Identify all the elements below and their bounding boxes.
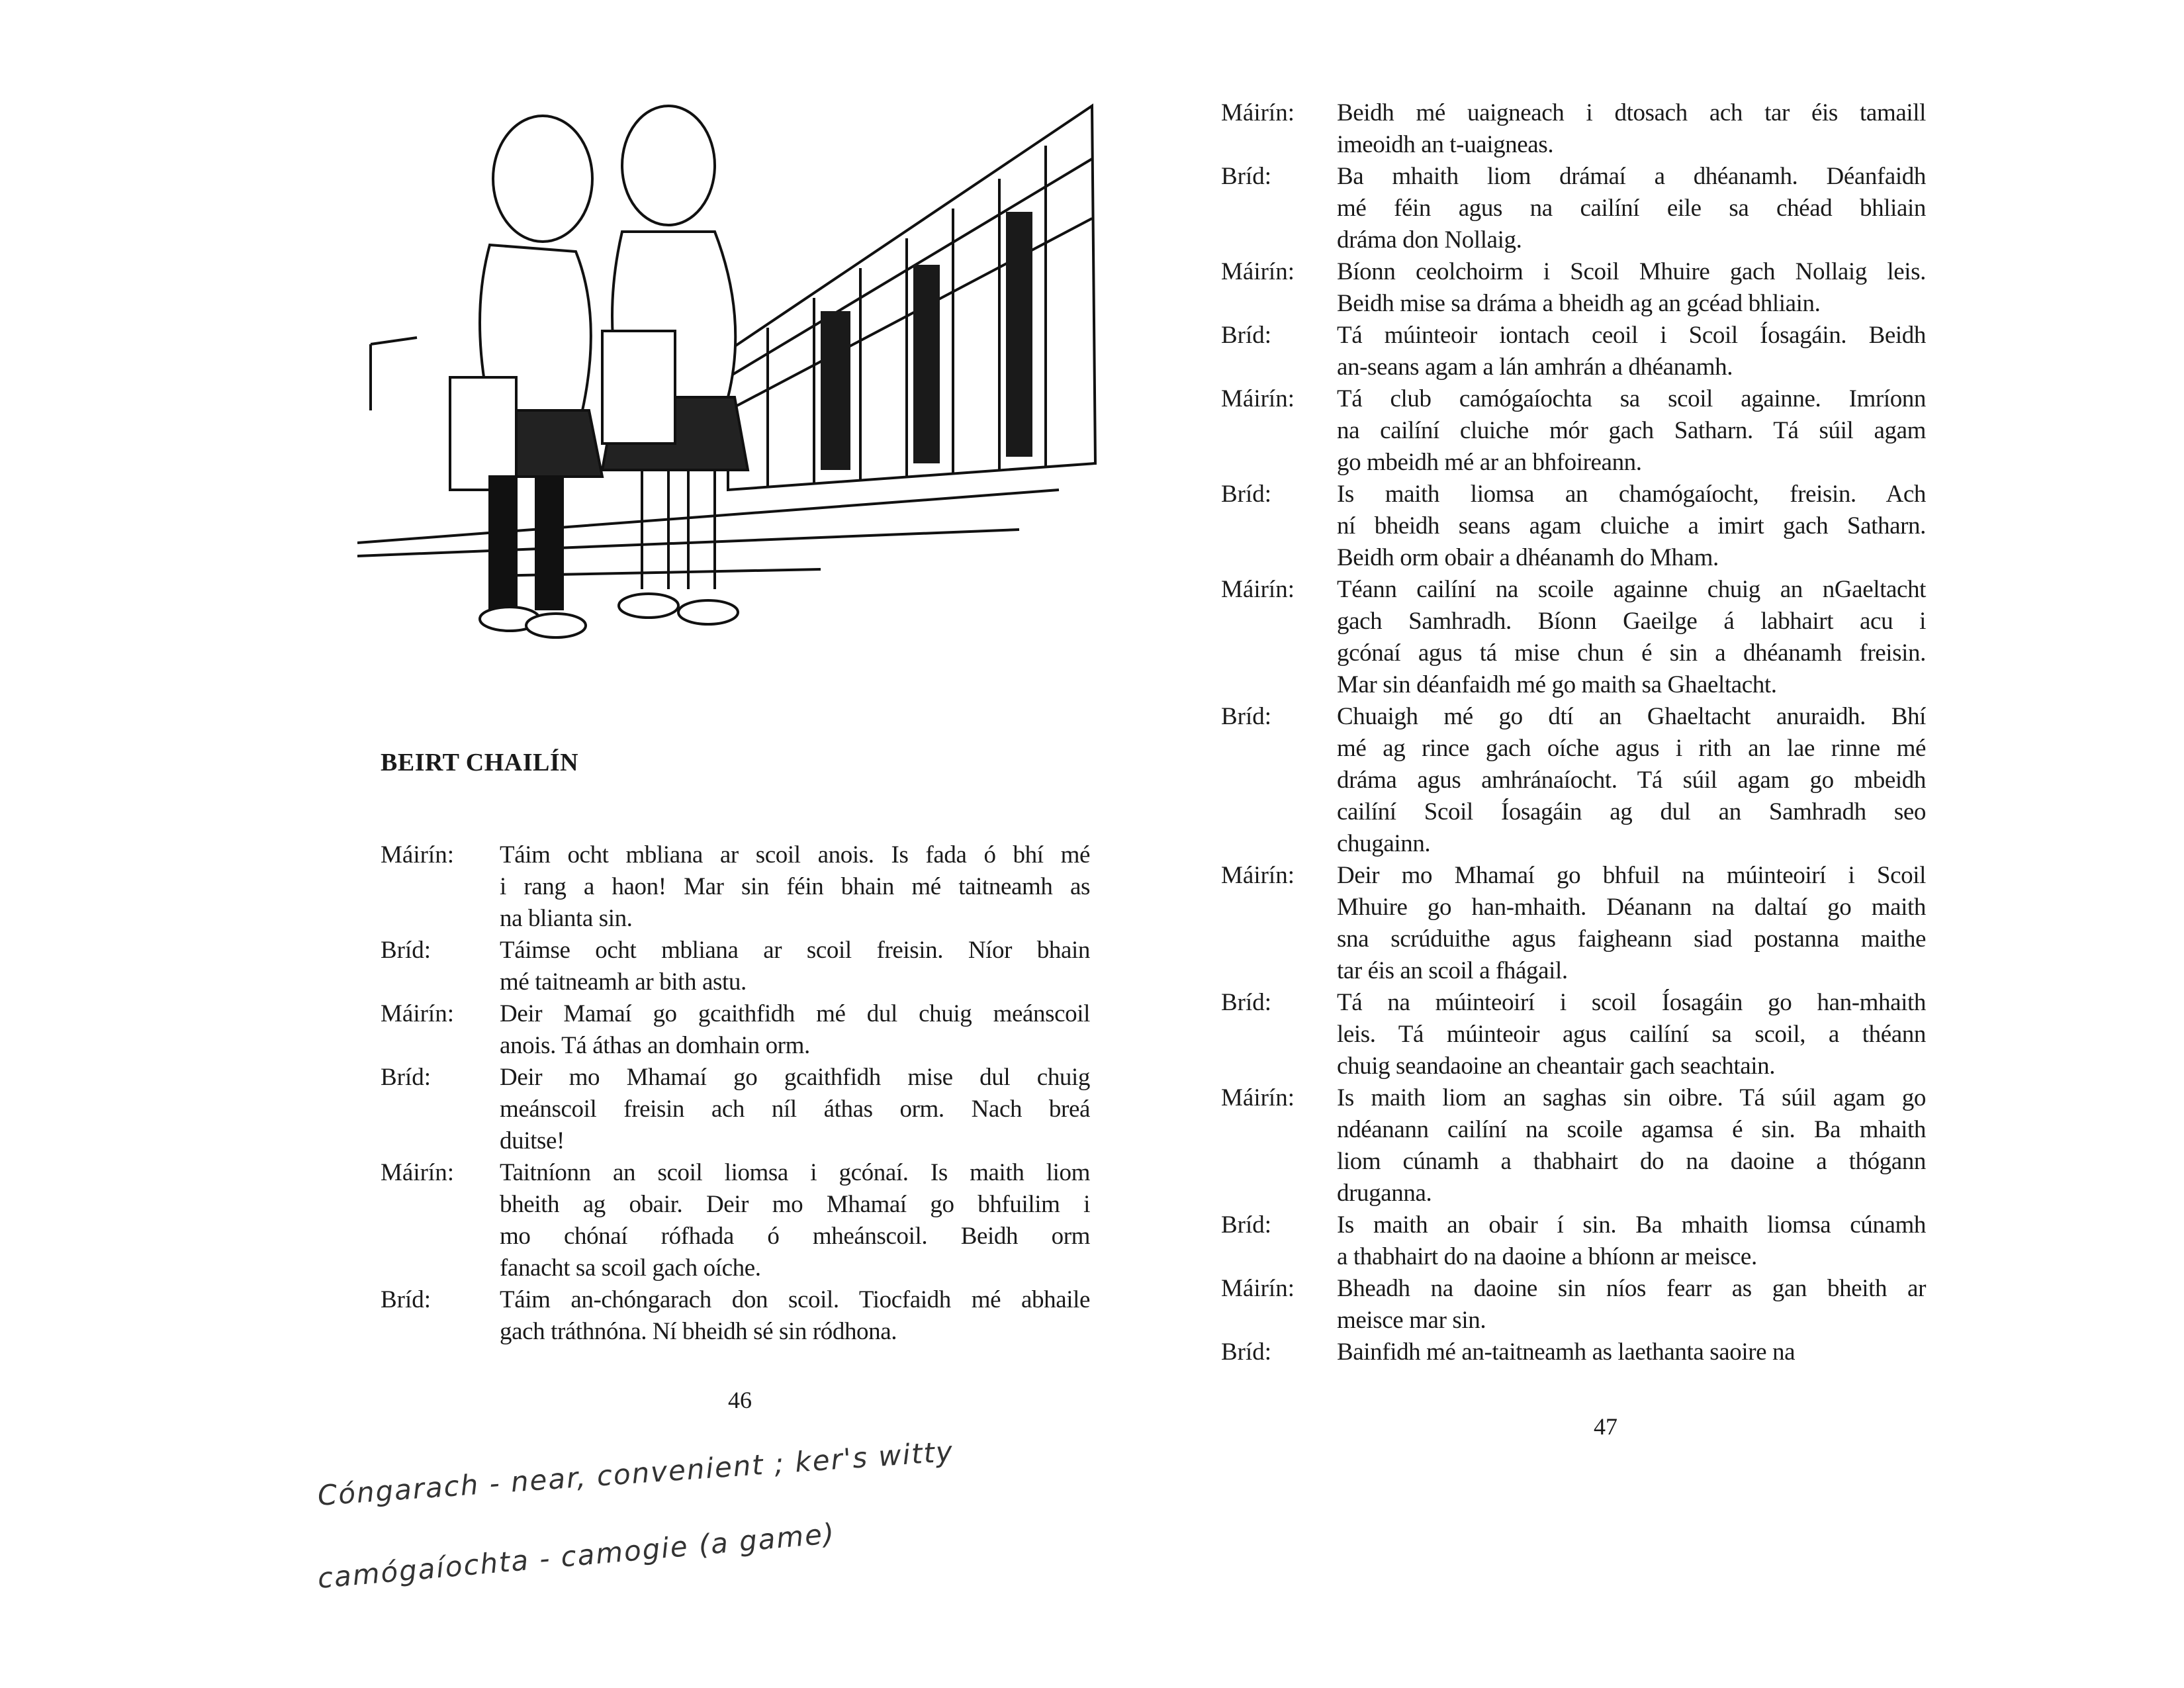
text-line: Táim an-chóngarach don scoil. Tiocfaidh mé abhaile — [500, 1286, 1090, 1313]
dialogue-entry — [381, 935, 1090, 998]
text-line: bheith ag obair. Deir mo Mhamaí go bhfuilim i — [500, 1191, 1090, 1218]
text-line: meisce mar sin. — [1337, 1307, 1486, 1334]
dialogue-entry — [381, 998, 1090, 1062]
text-line: fanacht sa scoil gach oíche. — [500, 1254, 761, 1282]
dialogue-text — [500, 839, 1090, 935]
text-line: gcónaí agus tá mise chun é sin a dhéanamh freisin. — [1337, 639, 1926, 667]
text-line: leis. Tá múinteoir agus cailíní sa scoil, a théann — [1337, 1021, 1926, 1048]
speaker-name: Máirín: — [1221, 385, 1295, 412]
text-line: go mbeidh mé ar an bhfoireann. — [1337, 449, 1642, 476]
dialogue-entry — [1221, 987, 1926, 1082]
text-line: chugainn. — [1337, 830, 1431, 857]
dialogue-text — [500, 1157, 1090, 1284]
text-line: Bainfidh mé an-taitneamh as laethanta saoire na — [1337, 1338, 1796, 1366]
text-line: dráma agus amhránaíocht. Tá súil agam go mbeidh — [1337, 767, 1926, 794]
dialogue-text — [1337, 987, 1926, 1082]
text-line: mé ag rince gach oíche agus i rith an lae rinne mé — [1337, 735, 1926, 762]
dialogue-entry — [1221, 1082, 1926, 1209]
dialogue-entry — [1221, 701, 1926, 860]
dialogue-text — [1337, 1336, 1926, 1368]
text-line: na blianta sin. — [500, 905, 633, 932]
speaker-name: Bríd: — [1221, 481, 1272, 508]
speaker-name: Máirín: — [1221, 576, 1295, 603]
speaker-name: Máirín: — [1221, 99, 1295, 126]
text-line: ní bheidh seans agam cluiche a imirt gach Satharn. — [1337, 512, 1926, 539]
speaker-name: Máirín: — [1221, 258, 1295, 285]
text-line: Táim ocht mbliana ar scoil anois. Is fada ó bhí mé — [500, 841, 1090, 868]
speaker-name: Máirín: — [381, 1159, 454, 1186]
text-line: gach tráthnóna. Ní bheidh sé sin ródhona. — [500, 1318, 897, 1345]
text-line: druganna. — [1337, 1180, 1432, 1207]
speaker-name: Bríd: — [1221, 989, 1272, 1016]
text-line: dráma don Nollaig. — [1337, 226, 1522, 254]
dialogue-text — [1337, 383, 1926, 479]
text-line: a thabhairt do na daoine a bhíonn ar meisce. — [1337, 1243, 1757, 1270]
dialogue-entry — [381, 1157, 1090, 1284]
text-line: imeoidh an t-uaigneas. — [1337, 131, 1554, 158]
speaker-name: Bríd: — [381, 1064, 432, 1091]
page-number: 47 — [1594, 1413, 1617, 1440]
text-line: duitse! — [500, 1127, 565, 1154]
dialogue-text — [1337, 701, 1926, 860]
dialogue-entry — [1221, 161, 1926, 256]
text-line: ndéanann cailíní na scoile agamsa é sin. Ba mhaith — [1337, 1116, 1926, 1143]
dialogue-text — [1337, 1273, 1926, 1336]
text-line: mé féin agus na cailíní eile sa chéad bhliain — [1337, 195, 1926, 222]
dialogue-entry — [1221, 1209, 1926, 1273]
dialogue-left — [381, 839, 1090, 1348]
dialogue-text — [1337, 860, 1926, 987]
text-line: Tá múinteoir iontach ceoil i Scoil Íosagáin. Beidh — [1337, 322, 1926, 349]
text-line: chuig seandaoine an cheantair gach seachtain. — [1337, 1053, 1776, 1080]
dialogue-entry — [1221, 479, 1926, 574]
text-line: gach Samhradh. Bíonn Gaeilge á labhairt acu i — [1337, 608, 1926, 635]
text-line: anois. Tá áthas an domhain orm. — [500, 1032, 810, 1059]
text-line: Beidh mise sa dráma a bheidh ag an gcéad bhliain. — [1337, 290, 1821, 317]
text-line: meánscoil freisin ach níl áthas orm. Nach breá — [500, 1096, 1090, 1123]
dialogue-text — [1337, 97, 1926, 161]
handwritten-note: Cóngarach - near, convenient ; ker's witty — [316, 1434, 955, 1512]
speaker-name: Máirín: — [1221, 1275, 1295, 1302]
dialogue-entry — [1221, 574, 1926, 701]
text-line: Tá na múinteoirí i scoil Íosagáin go han-mhaith — [1337, 989, 1926, 1016]
dialogue-entry — [381, 1284, 1090, 1348]
speaker-name: Bríd: — [381, 1286, 432, 1313]
text-line: cailíní Scoil Íosagáin ag dul an Samhradh seo — [1337, 798, 1926, 825]
text-line: Táimse ocht mbliana ar scoil freisin. Níor bhain — [500, 937, 1090, 964]
text-line: Deir mo Mhamaí go gcaithfidh mise dul chuig — [500, 1064, 1090, 1091]
dialogue-entry — [1221, 1273, 1926, 1336]
speaker-name: Bríd: — [1221, 1338, 1272, 1366]
dialogue-text — [500, 998, 1090, 1062]
text-line: Is maith liomsa an chamógaíocht, freisin. Ach — [1337, 481, 1926, 508]
dialogue-text — [1337, 1082, 1926, 1209]
text-line: mo chónaí rófhada ó mheánscoil. Beidh orm — [500, 1223, 1090, 1250]
two-schoolgirls-illustration — [357, 66, 1112, 655]
text-line: Deir mo Mhamaí go bhfuil na múinteoirí i Scoil — [1337, 862, 1926, 889]
handwritten-note: camógaíochta - camogie (a game) — [316, 1517, 837, 1595]
text-line: na cailíní cluiche mór gach Satharn. Tá súil agam — [1337, 417, 1926, 444]
dialogue-entry — [1221, 320, 1926, 383]
dialogue-entry — [381, 1062, 1090, 1157]
dialogue-right — [1221, 97, 1926, 1368]
dialogue-text — [500, 1062, 1090, 1157]
text-line: tar éis an scoil a fhágail. — [1337, 957, 1568, 984]
dialogue-entry — [1221, 383, 1926, 479]
dialogue-entry — [1221, 256, 1926, 320]
speaker-name: Bríd: — [1221, 1211, 1272, 1239]
story-title: BEIRT CHAILÍN — [381, 749, 579, 776]
dialogue-entry — [1221, 860, 1926, 987]
speaker-name: Máirín: — [1221, 1084, 1295, 1111]
page-number: 46 — [728, 1387, 752, 1413]
text-line: Tá club camógaíochta sa scoil againne. Imríonn — [1337, 385, 1926, 412]
text-line: Mar sin déanfaidh mé go maith sa Ghaeltacht. — [1337, 671, 1777, 698]
speaker-name: Bríd: — [381, 937, 432, 964]
text-line: Ba mhaith liom drámaí a dhéanamh. Déanfaidh — [1337, 163, 1926, 190]
text-line: Bheadh na daoine sin níos fearr as gan bheith ar — [1337, 1275, 1926, 1302]
speaker-name: Máirín: — [1221, 862, 1295, 889]
dialogue-text — [1337, 161, 1926, 256]
text-line: Beidh mé uaigneach i dtosach ach tar éis tamaill — [1337, 99, 1926, 126]
text-line: Beidh orm obair a dhéanamh do Mham. — [1337, 544, 1719, 571]
text-line: sna scrúduithe agus faigheann siad postanna maithe — [1337, 925, 1926, 953]
text-line: Deir Mamaí go gcaithfidh mé dul chuig meánscoil — [500, 1000, 1090, 1027]
text-line: Is maith an obair í sin. Ba mhaith liomsa cúnamh — [1337, 1211, 1926, 1239]
speaker-name: Bríd: — [1221, 322, 1272, 349]
right-page-47 — [1092, 0, 2184, 1688]
text-line: an-seans agam a lán amhrán a dhéanamh. — [1337, 353, 1733, 381]
dialogue-text — [1337, 256, 1926, 320]
text-line: Taitníonn an scoil liomsa i gcónaí. Is maith liom — [500, 1159, 1090, 1186]
speaker-name: Bríd: — [1221, 163, 1272, 190]
speaker-name: Máirín: — [381, 841, 454, 868]
speaker-name: Máirín: — [381, 1000, 454, 1027]
dialogue-text — [1337, 1209, 1926, 1273]
text-line: i rang a haon! Mar sin féin bhain mé taitneamh as — [500, 873, 1090, 900]
text-line: Mhuire go han-mhaith. Déanann na daltaí go maith — [1337, 894, 1926, 921]
dialogue-text — [500, 935, 1090, 998]
dialogue-entry — [1221, 1336, 1926, 1368]
text-line: Bíonn ceolchoirm i Scoil Mhuire gach Nollaig leis. — [1337, 258, 1926, 285]
dialogue-text — [1337, 479, 1926, 574]
text-line: liom cúnamh a thabhairt do na daoine a thógann — [1337, 1148, 1926, 1175]
text-line: Is maith liom an saghas sin oibre. Tá súil agam go — [1337, 1084, 1926, 1111]
speaker-name: Bríd: — [1221, 703, 1272, 730]
text-line: Chuaigh mé go dtí an Ghaeltacht anuraidh. Bhí — [1337, 703, 1926, 730]
dialogue-entry — [1221, 97, 1926, 161]
dialogue-text — [500, 1284, 1090, 1348]
text-line: mé taitneamh ar bith astu. — [500, 968, 747, 996]
dialogue-text — [1337, 574, 1926, 701]
dialogue-entry — [381, 839, 1090, 935]
dialogue-text — [1337, 320, 1926, 383]
text-line: Téann cailíní na scoile againne chuig an nGaeltacht — [1337, 576, 1926, 603]
